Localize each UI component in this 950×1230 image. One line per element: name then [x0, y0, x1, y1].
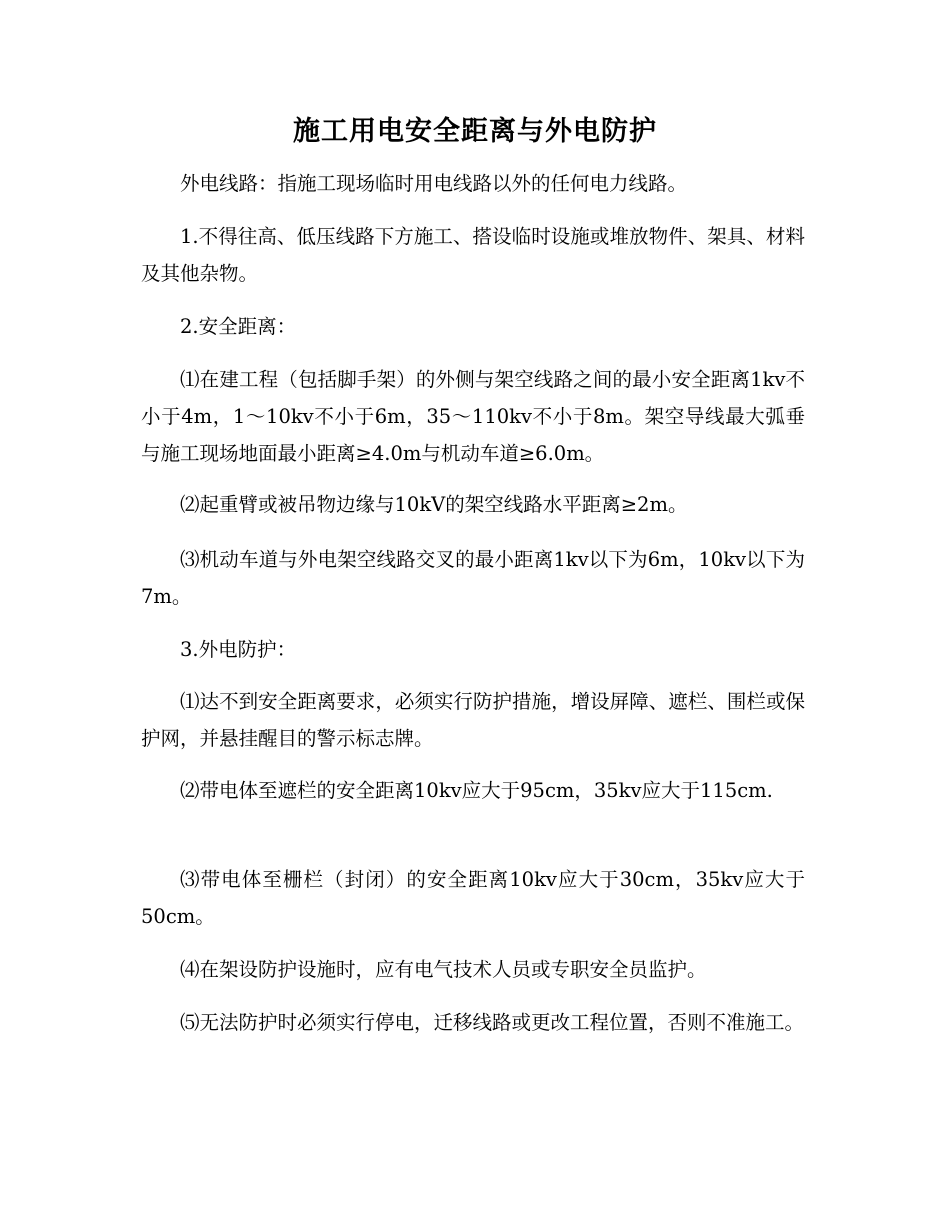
paragraph-definition: 外电线路：指施工现场临时用电线路以外的任何电力线路。 — [180, 172, 688, 195]
paragraph-protection-3: ⑶带电体至栅栏（封闭）的安全距离10kv应大于30cm，35kv应大于50cm。 — [141, 868, 805, 928]
paragraph-protection-2: ⑵带电体至遮栏的安全距离10kv应大于95cm，35kv应大于115cm. — [180, 779, 773, 802]
paragraph-safety-distance-3: ⑶机动车道与外电架空线路交叉的最小距离1kv以下为6m，10kv以下为7m。 — [141, 548, 805, 608]
paragraph-safety-distance-2: ⑵起重臂或被吊物边缘与10kV的架空线路水平距离≥2m。 — [180, 493, 688, 516]
document-title: 施工用电安全距离与外电防护 — [293, 116, 657, 147]
paragraph-protection-4: ⑷在架设防护设施时，应有电气技术人员或专职安全员监护。 — [180, 958, 707, 981]
paragraph-heading-safety-distance: 2.安全距离： — [180, 315, 297, 338]
paragraph-item-1: 1.不得往高、低压线路下方施工、搭设临时设施或堆放物件、架具、材料及其他杂物。 — [141, 225, 805, 285]
paragraph-protection-5: ⑸无法防护时必须实行停电，迁移线路或更改工程位置，否则不准施工。 — [180, 1011, 805, 1034]
paragraph-heading-external-protection: 3.外电防护： — [180, 638, 297, 661]
paragraph-safety-distance-1: ⑴在建工程（包括脚手架）的外侧与架空线路之间的最小安全距离1kv不小于4m，1～10kv不小于6m，35～110kv不小于8m。架空导线最大弧垂与施工现场地面最小距离≥4.0m与机动车道≥6.0m。 — [141, 368, 805, 465]
paragraph-protection-1: ⑴达不到安全距离要求，必须实行防护措施，增设屏障、遮栏、围栏或保护网，并悬挂醒目的警示标志牌。 — [141, 690, 805, 750]
